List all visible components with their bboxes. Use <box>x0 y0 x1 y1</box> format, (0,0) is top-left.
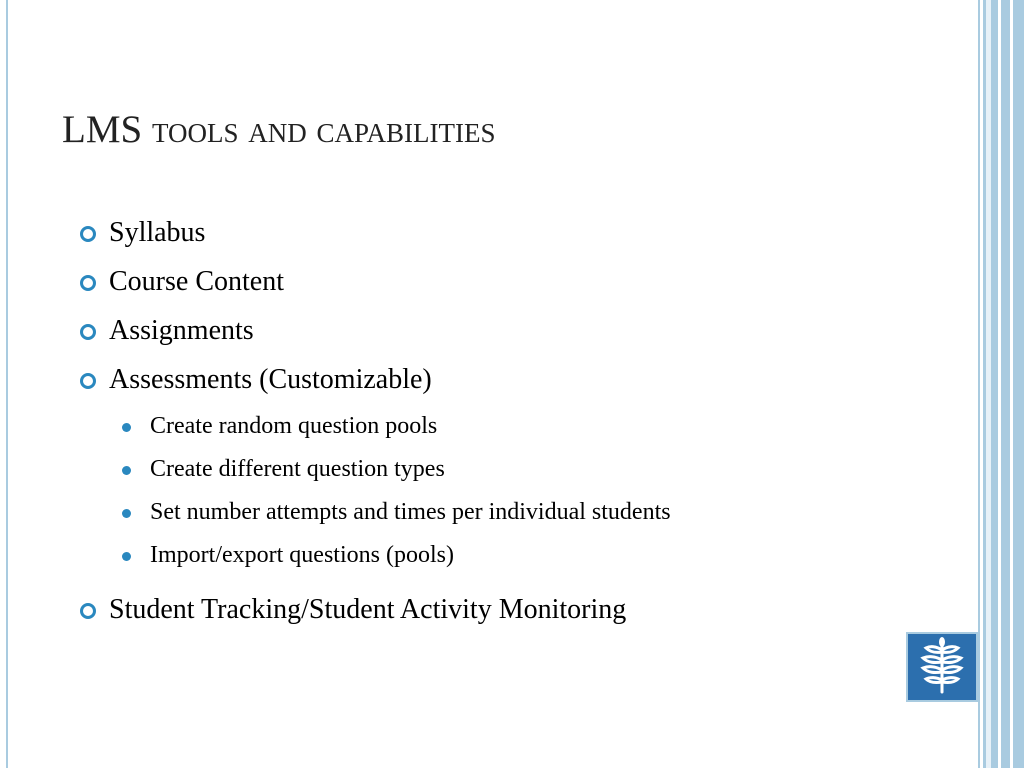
sub-bullet-list <box>80 404 960 585</box>
dot-bullet-icon <box>122 466 131 475</box>
title-rest: tools and capabilities <box>151 108 496 151</box>
ring-bullet-icon <box>80 275 96 291</box>
bullet-item <box>80 306 960 355</box>
bullet-item <box>80 355 960 404</box>
sub-bullet-item <box>80 491 960 534</box>
bullet-text: Syllabus <box>109 217 206 248</box>
dot-bullet-icon <box>122 552 131 561</box>
bullet-text: Student Tracking/Student Activity Monitoring <box>109 594 627 625</box>
sub-bullet-text: Import/export questions (pools) <box>150 542 454 568</box>
ring-bullet-icon <box>80 226 96 242</box>
bullet-text: Assessments (Customizable) <box>109 364 432 395</box>
left-border-line <box>6 0 8 768</box>
title-main: LMS <box>62 108 143 151</box>
bullet-item <box>80 585 960 634</box>
ring-bullet-icon <box>80 324 96 340</box>
sub-bullet-text: Set number attempts and times per individual students <box>150 499 671 525</box>
sub-bullet-item <box>80 448 960 491</box>
logo <box>906 632 978 702</box>
slide-title <box>62 106 495 154</box>
right-border-frame <box>978 0 1024 768</box>
ring-bullet-icon <box>80 603 96 619</box>
sub-bullet-text: Create different question types <box>150 456 445 482</box>
bullet-item <box>80 257 960 306</box>
wheat-sheaf-icon <box>908 634 976 700</box>
sub-bullet-item <box>80 405 960 448</box>
sub-bullet-text: Create random question pools <box>150 413 438 439</box>
bullet-item <box>80 208 960 257</box>
bullet-text: Course Content <box>109 266 284 297</box>
bullet-list <box>80 208 960 634</box>
sub-bullet-item <box>80 534 960 577</box>
dot-bullet-icon <box>122 509 131 518</box>
dot-bullet-icon <box>122 423 131 432</box>
bullet-text: Assignments <box>109 315 254 346</box>
ring-bullet-icon <box>80 373 96 389</box>
